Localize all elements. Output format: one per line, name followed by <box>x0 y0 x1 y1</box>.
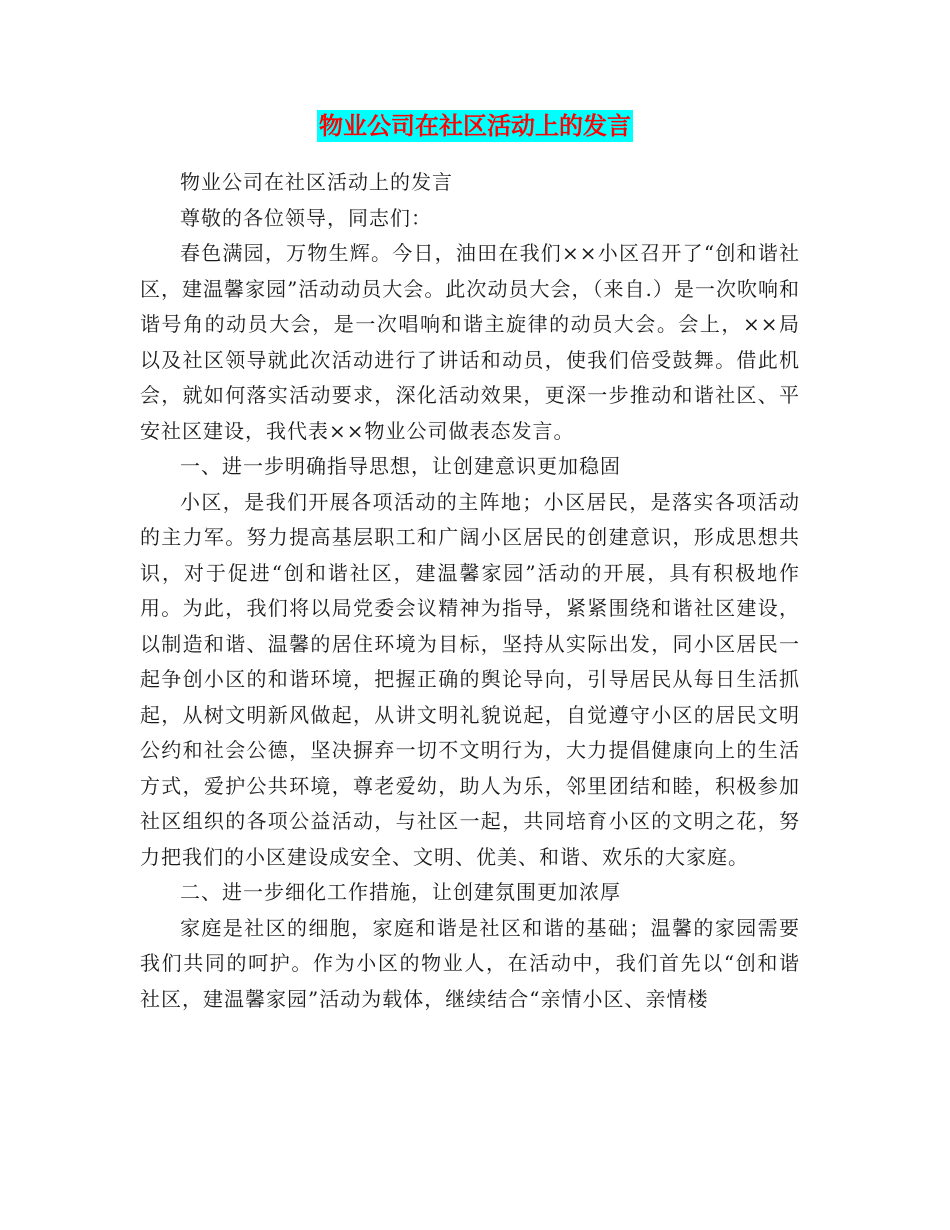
paragraph-subtitle: 物业公司在社区活动上的发言 <box>180 170 453 194</box>
paragraph-intro: 春色满园，万物生辉。今日，油田在我们××小区召开了“创和谐社区，建温馨家园”活动动员大会。此次动员大会，（来自.）是一次吹响和谐号角的动员大会，是一次唱响和谐主旋律的动员大会。会上，××局以及社区领导就此次活动进行了讲话和动员，使我们倍受鼓舞。借此机会，就如何落实活动要求，深化活动效果，更深一步推动和谐社区、平安社区建设，我代表××物业公司做表态发言。 <box>140 241 800 443</box>
paragraph-section-1: 小区，是我们开展各项活动的主阵地；小区居民，是落实各项活动的主力军。努力提高基层职工和广阔小区居民的创建意识，形成思想共识，对于促进“创和谐社区，建温馨家园”活动的开展，具有积极地作用。为此，我们将以局党委会议精神为指导，紧紧围绕和谐社区建设，以制造和谐、温馨的居住环境为目标，坚持从实际出发，同小区居民一起争创小区的和谐环境，把握正确的舆论导向，引导居民从每日生活抓起，从树文明新风做起，从讲文明礼貌说起，自觉遵守小区的居民文明公约和社会公德，坚决摒弃一切不文明行为，大力提倡健康向上的生活方式，爱护公共环境，尊老爱幼，助人为乐，邻里团结和睦，积极参加社区组织的各项公益活动，与社区一起，共同培育小区的文明之花，努力把我们的小区建设成安全、文明、优美、和谐、欢乐的大家庭。 <box>140 489 800 869</box>
title-container <box>0 110 950 142</box>
document-body <box>140 165 800 1017</box>
paragraph-salutation: 尊敬的各位领导，同志们： <box>180 205 432 230</box>
section-heading-2: 二、进一步细化工作措施，让创建氛围更加浓厚 <box>180 880 621 904</box>
section-heading-1: 一、进一步明确指导思想，让创建意识更加稳固 <box>180 454 621 478</box>
document-title: 物业公司在社区活动上的发言 <box>319 112 631 140</box>
paragraph-section-2: 家庭是社区的细胞，家庭和谐是社区和谐的基础；温馨的家园需要我们共同的呵护。作为小区的物业人，在活动中，我们首先以“创和谐社区，建温馨家园”活动为载体，继续结合“亲情小区、亲情楼 <box>140 915 800 1011</box>
